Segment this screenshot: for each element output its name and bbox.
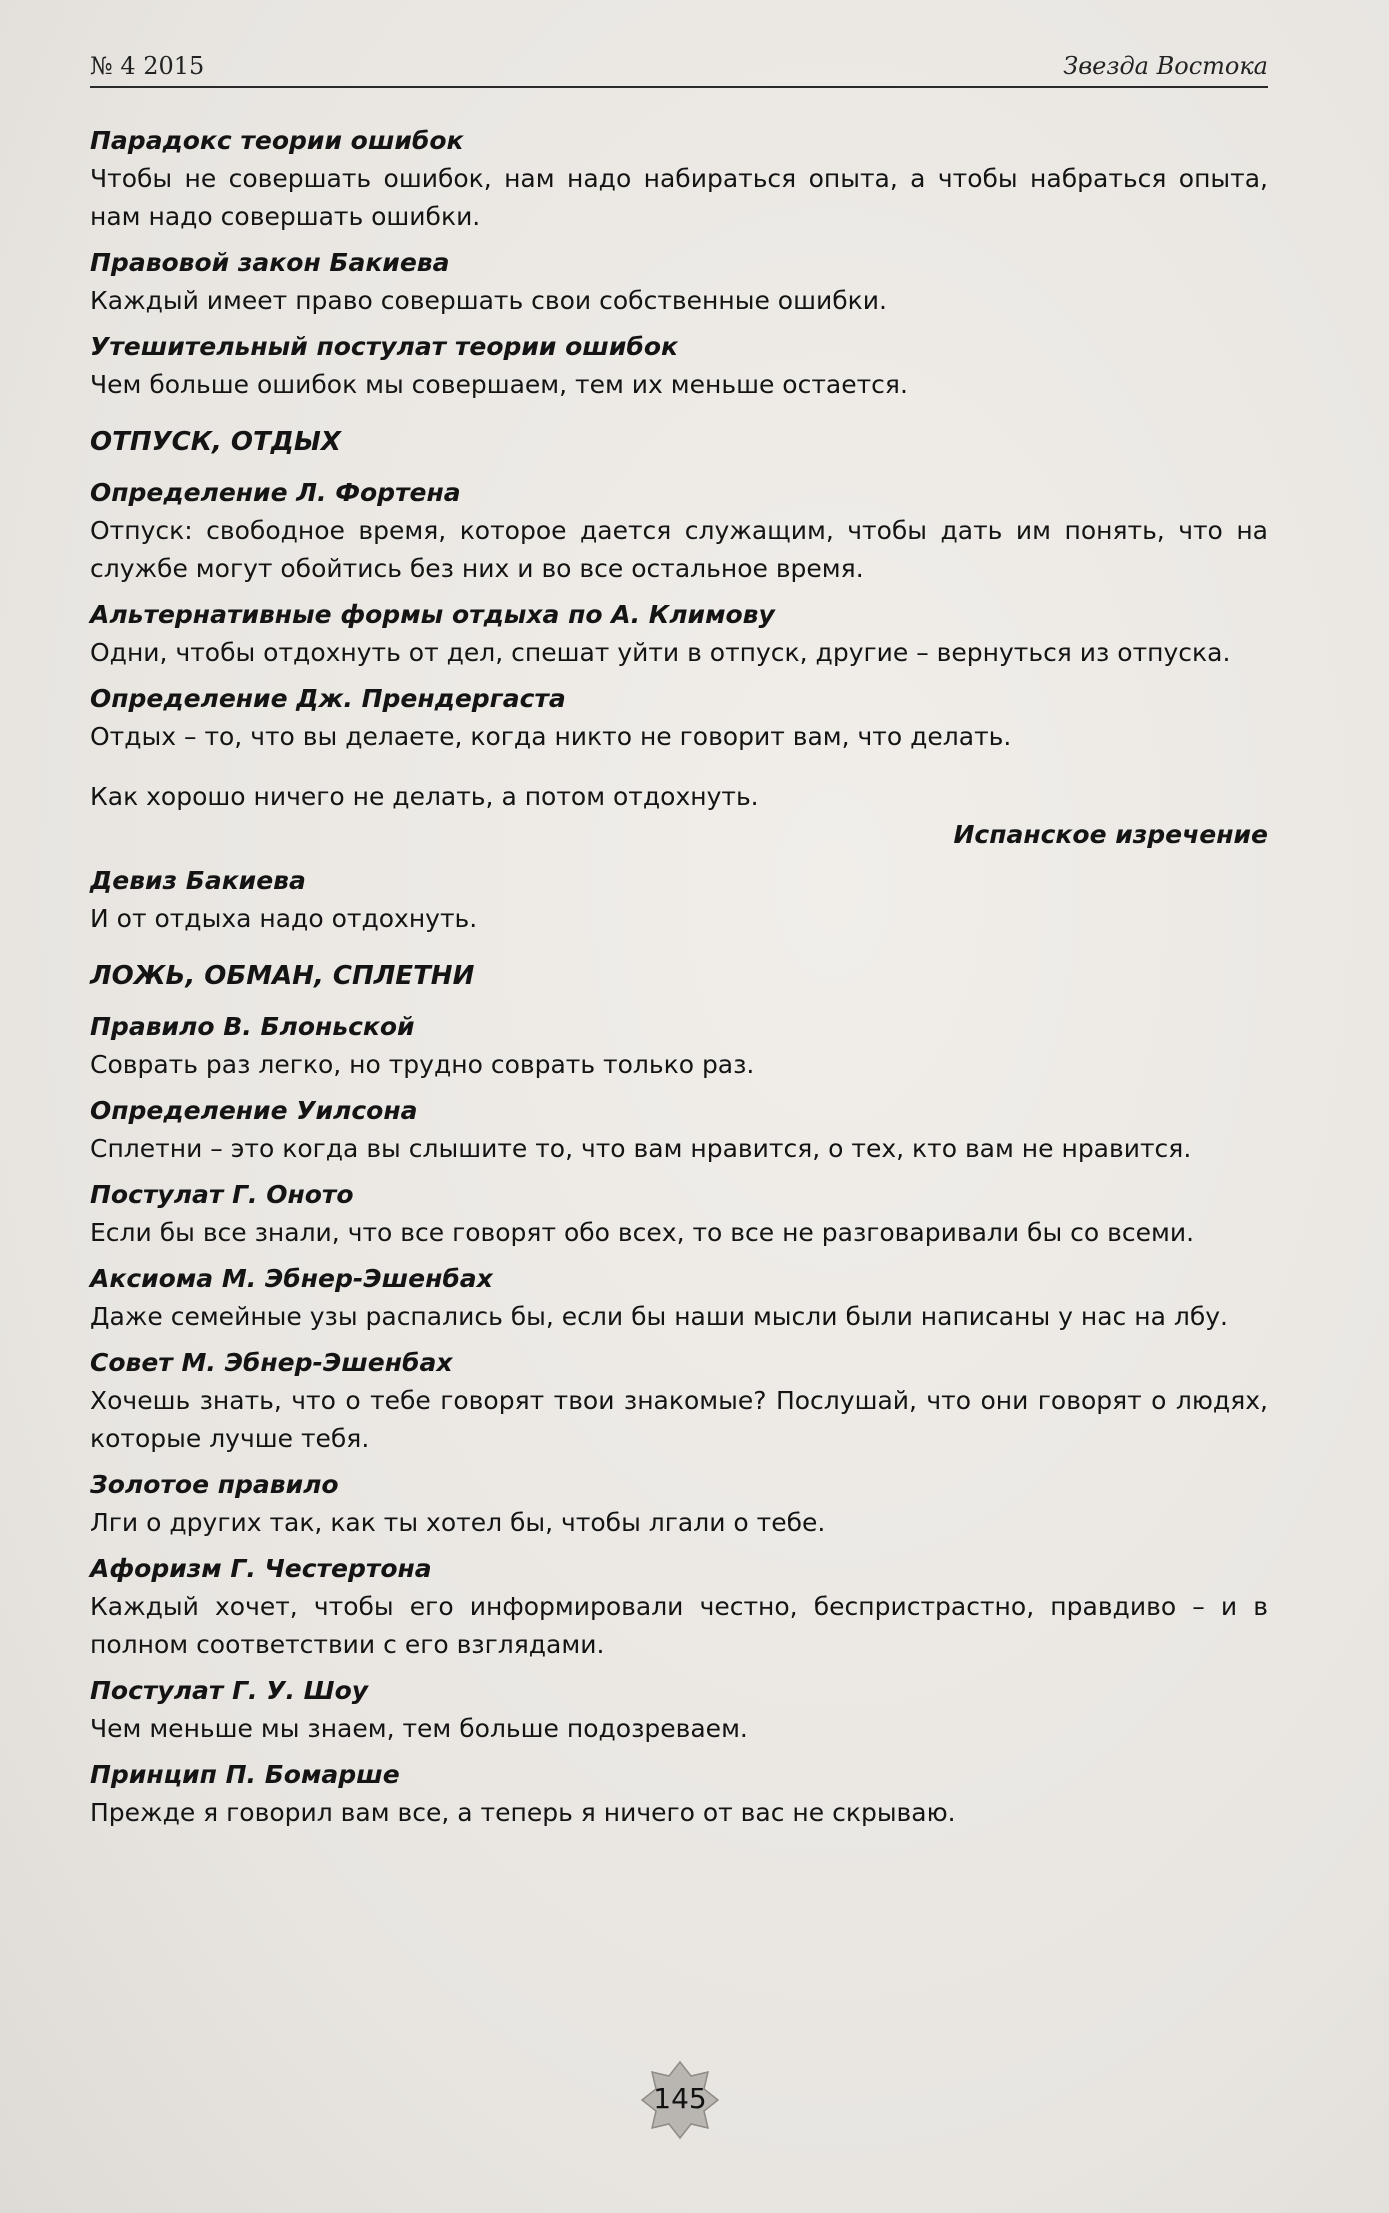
aphorism-entry — [90, 122, 1268, 236]
aphorism-title: Парадокс теории ошибок — [90, 126, 464, 155]
aphorism-entry — [90, 1756, 1268, 1832]
aphorism-title: Утешительный постулат теории ошибок — [90, 332, 678, 361]
aphorism-text: Если бы все знали, что все говорят обо всех, то все не разговаривали бы со всеми. — [90, 1218, 1195, 1247]
aphorism-entry — [90, 1466, 1268, 1542]
aphorism-text: Даже семейные узы распались бы, если бы наши мысли были написаны у нас на лбу. — [90, 1302, 1228, 1331]
aphorism-title: Определение Л. Фортена — [90, 478, 461, 507]
saying-text: Как хорошо ничего не делать, а потом отдохнуть. — [90, 782, 759, 811]
aphorism-entry — [90, 596, 1268, 672]
article-content — [90, 122, 1268, 1840]
section-heading-lies: ЛОЖЬ, ОБМАН, СПЛЕТНИ — [90, 961, 475, 991]
aphorism-entry — [90, 244, 1268, 320]
aphorism-entry — [90, 680, 1268, 756]
aphorism-entry — [90, 1260, 1268, 1336]
saying-attribution: Испанское изречение — [953, 820, 1268, 849]
aphorism-title: Постулат Г. Оното — [90, 1180, 354, 1209]
aphorism-title: Принцип П. Бомарше — [90, 1760, 400, 1789]
aphorism-text: Лги о других так, как ты хотел бы, чтобы лгали о тебе. — [90, 1508, 826, 1537]
saying-entry — [90, 778, 1268, 854]
aphorism-entry — [90, 328, 1268, 404]
aphorism-entry — [90, 474, 1268, 588]
aphorism-title: Определение Уилсона — [90, 1096, 418, 1125]
aphorism-title: Постулат Г. У. Шоу — [90, 1676, 369, 1705]
aphorism-title: Альтернативные формы отдыха по А. Климову — [90, 600, 775, 629]
aphorism-title: Совет М. Эбнер-Эшенбах — [90, 1348, 453, 1377]
aphorism-text: Каждый хочет, чтобы его информировали честно, беспристрастно, правдиво – и в полном соответствии с его взглядами. — [90, 1592, 1268, 1659]
aphorism-text: Хочешь знать, что о тебе говорят твои знакомые? Послушай, что они говорят о людях, которые лучше тебя. — [90, 1386, 1268, 1453]
aphorism-entry — [90, 1672, 1268, 1748]
aphorism-title: Аксиома М. Эбнер-Эшенбах — [90, 1264, 493, 1293]
aphorism-title: Правило В. Блоньской — [90, 1012, 415, 1041]
aphorism-text: Каждый имеет право совершать свои собственные ошибки. — [90, 286, 887, 315]
aphorism-text: Прежде я говорил вам все, а теперь я ничего от вас не скрываю. — [90, 1798, 956, 1827]
page-number-text: 145 — [653, 2082, 707, 2115]
aphorism-text: Чем больше ошибок мы совершаем, тем их меньше остается. — [90, 370, 908, 399]
page-number — [640, 2060, 720, 2140]
aphorism-entry — [90, 1008, 1268, 1084]
aphorism-title: Определение Дж. Прендергаста — [90, 684, 566, 713]
aphorism-text: Чтобы не совершать ошибок, нам надо набираться опыта, а чтобы набраться опыта, нам надо совершать ошибки. — [90, 164, 1268, 231]
aphorism-entry — [90, 1176, 1268, 1252]
aphorism-entry — [90, 1092, 1268, 1168]
aphorism-text: Сплетни – это когда вы слышите то, что вам нравится, о тех, кто вам не нравится. — [90, 1134, 1192, 1163]
spacer — [90, 764, 1268, 778]
aphorism-text: Отдых – то, что вы делаете, когда никто не говорит вам, что делать. — [90, 722, 1012, 751]
aphorism-text: Отпуск: свободное время, которое дается служащим, чтобы дать им понять, что на службе могут обойтись без них и во все остальное время. — [90, 516, 1268, 583]
aphorism-entry — [90, 1550, 1268, 1664]
aphorism-title: Золотое правило — [90, 1470, 339, 1499]
issue-number: № 4 2015 — [90, 52, 205, 80]
journal-title: Звезда Востока — [1063, 52, 1268, 80]
aphorism-text: Одни, чтобы отдохнуть от дел, спешат уйти в отпуск, другие – вернуться из отпуска. — [90, 638, 1231, 667]
aphorism-title: Девиз Бакиева — [90, 866, 306, 895]
aphorism-entry — [90, 862, 1268, 938]
aphorism-title: Правовой закон Бакиева — [90, 248, 450, 277]
section-heading-vacation: ОТПУСК, ОТДЫХ — [90, 427, 341, 457]
aphorism-title: Афоризм Г. Честертона — [90, 1554, 432, 1583]
running-header — [90, 46, 1268, 88]
aphorism-text: И от отдыха надо отдохнуть. — [90, 904, 478, 933]
aphorism-text: Чем меньше мы знаем, тем больше подозреваем. — [90, 1714, 748, 1743]
aphorism-text: Соврать раз легко, но трудно соврать только раз. — [90, 1050, 755, 1079]
aphorism-entry — [90, 1344, 1268, 1458]
